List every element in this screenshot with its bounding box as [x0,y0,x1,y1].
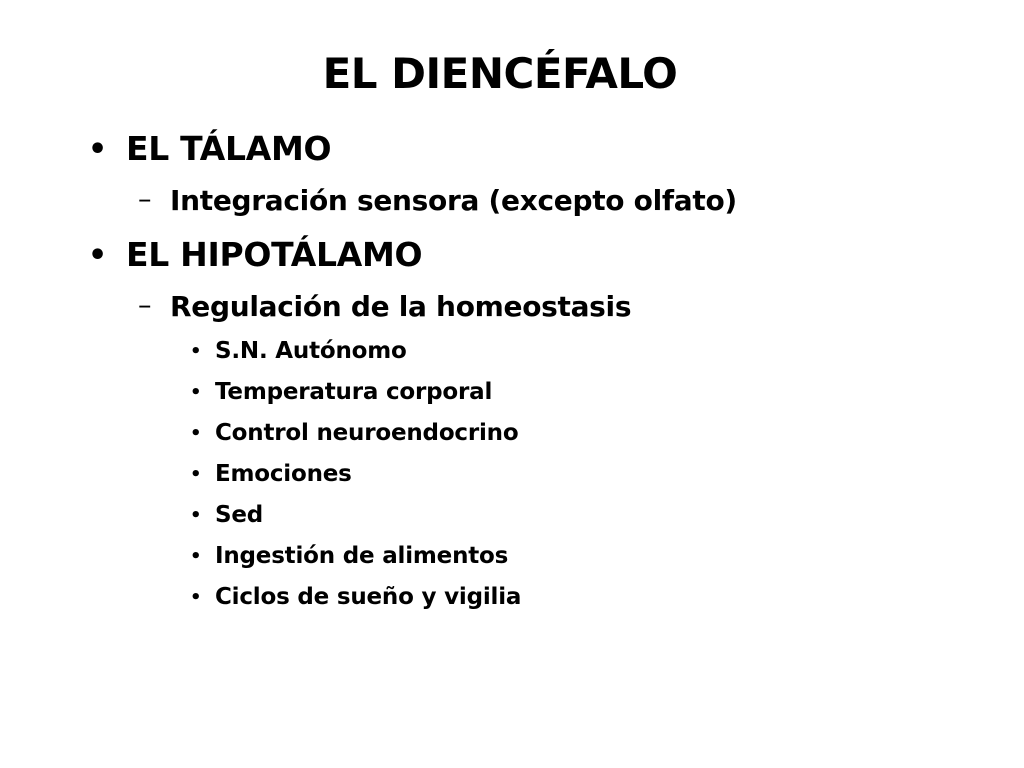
bullet-icon: • [88,238,108,273]
bullet-icon: • [88,132,108,167]
bullet-icon: • [190,505,202,526]
subitem-integracion: Integración sensora (excepto olfato) [170,184,737,217]
section-heading-hipotalamo: EL HIPOTÁLAMO [126,235,423,274]
bullet-icon: • [190,382,202,403]
bullet-icon: • [190,587,202,608]
bullet-icon: • [190,423,202,444]
dash-icon: – [138,290,152,321]
list-item: Control neuroendocrino [215,420,519,446]
subitem-regulacion: Regulación de la homeostasis [170,290,632,323]
list-item: Sed [215,502,264,528]
bullet-icon: • [190,464,202,485]
list-item: Ciclos de sueño y vigilia [215,584,522,610]
bullet-icon: • [190,546,202,567]
list-item: Temperatura corporal [215,379,493,405]
list-item: S.N. Autónomo [215,338,407,364]
bullet-icon: • [190,341,202,362]
dash-icon: – [138,184,152,215]
section-heading-talamo: EL TÁLAMO [126,129,332,168]
slide-title: EL DIENCÉFALO [322,49,678,98]
list-item: Emociones [215,461,352,487]
list-item: Ingestión de alimentos [215,543,509,569]
